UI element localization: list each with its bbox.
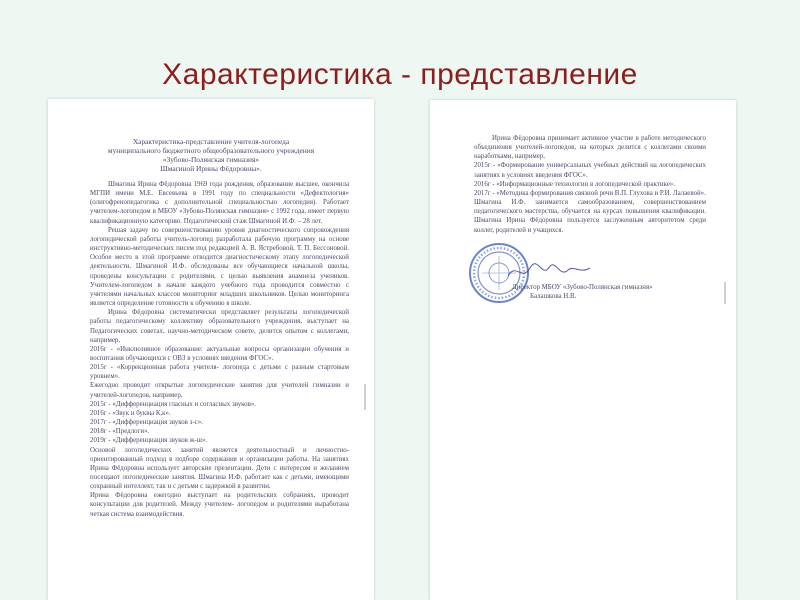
document-page-right: [430, 100, 736, 600]
paragraph: Ирина Фёдоровна систематически представляет результаты логопедической работы педагогическому коллективу образовательного учреждения, выступает на Педагогических советах, научно-методическом совете, делится опытом с коллегами, например,: [90, 309, 349, 344]
header-line: муниципального бюджетного общеобразовательного учреждения: [107, 146, 315, 155]
header-line: «Зубово-Полянская гимназия»: [162, 155, 260, 164]
paragraph: 2015г - «Формирование универсальных учебных действий на логопедических занятиях в условиях введения ФГОС».: [474, 162, 706, 179]
paragraph: Шмагина И.Ф. занимается самообразованием, совершенствованием педагогического мастерства, обучается на курсах повышения квалификации. Шмагина Ирина Фёдоровна пользуется заслуженным авторитетом среди коллег, родителей и учащихся.: [474, 199, 706, 234]
scan-edge-mark: [364, 384, 366, 410]
paragraph: Решая задачу по совершенствованию уровня диагностического сопровождения логопедической работы учитель-логопед разработала рабочую программу на основе инструктивно-методических писем под редакцией А. В. Ястребовой, Т. П. Бессоновой. Особое место в этой программе отводится диагностическому этапу логопедической деятельности. Шмагиной И.Ф. обследованы все обучающиеся начальной школы, проведены консультации с родителями, с целью выявления анамнеза учеников. Учителем-логопедом в начале каждого учебного года проводится совместно с учителями начальных классов мониторинг младших школьников. Целью мониторинга является определение готовности к обучению в школе.: [90, 226, 349, 308]
header-line: Характеристика-представление учителя-логопеда: [132, 137, 290, 146]
paragraph: 2018г - «Предлоги».: [90, 428, 150, 436]
paragraph: 2016г - «Звук и буквы К,к».: [90, 409, 171, 417]
paragraph: 2015г - «Дифференциация гласных и согласных звуков».: [90, 400, 257, 408]
paragraph: Шмагина Ирина Фёдоровна 1969 года рождения, образование высшее, окончила МГПИ имени М.Е. Евсевьева в 1991 году по специальности «Дефектология» (олигофренопедагогика с дополнительной специальностью логопедия). Работает учителем-логопедом в МБОУ «Зубово-Полянская гимназия» с 1992 года, имеет первую квалификационную категорию. Педагогический стаж Шмагиной И.Ф. – 28 лет.: [90, 181, 349, 225]
paragraph: 2019г - «Дифференциация звуков ж-ш».: [90, 437, 208, 445]
paragraph: 2016г - «Инклюзивное образование: актуальные вопросы организации обучения и воспитания обучающихся с ОВЗ в условиях введения ФГОС».: [90, 345, 349, 362]
paragraph: Основой логопедических занятий является деятельностный и личностно-ориентированный подход в подборе содержания и организации работы. На занятиях Ирина Фёдоровна использует авторские презентации. Дети с интересом и желанием посещают логопедические занятия. Шмагина И.Ф. работает как с детьми, имеющими сохранный интеллект, так и с детьми с задержкой в развитии.: [90, 446, 349, 491]
signature-name: Балашкова Н.В.: [530, 293, 577, 300]
paragraph: 2017г - «Методика формирования связной речи В.П. Глухова и Р.И. Лалаевой».: [474, 189, 706, 197]
header-line: Шмагиной Ирины Фёдоровны».: [160, 164, 262, 173]
signature-line: Директор МБОУ «Зубово-Полянская гимназия»: [512, 284, 653, 291]
document-body: [430, 134, 736, 235]
document-header: [48, 137, 374, 173]
scan-edge-mark: [724, 282, 726, 304]
paragraph: 2017г - «Дифференциация звуков з-с».: [90, 419, 203, 427]
paragraph: 2016г - «Информационные технологии в логопедической практике».: [474, 180, 675, 188]
paragraph: Ирина Фёдоровна принимает активное участие в работе методического объединения учителей-логопедов, на которых делится с коллегами своими наработками, например,: [474, 135, 706, 161]
paragraph: 2015г - «Коррекционная работа учителя- логопеда с детьми с разным стартовым уровнем».: [90, 364, 349, 381]
document-body: [48, 180, 374, 519]
document-page-left: [48, 99, 374, 600]
slide-title: Характеристика - представление: [162, 58, 638, 91]
handwritten-signature-icon: [504, 256, 594, 286]
paragraph: Ежегодно проводит открытые логопедические занятия для учителей гимназии и учителей-логопедов, например,: [90, 382, 349, 399]
paragraph: Ирина Фёдоровна ежегодно выступает на родительских собраниях, проводит консультации для родителей. Между учителем- логопедом и родителями выработана четкая система взаимодействия.: [90, 492, 349, 518]
